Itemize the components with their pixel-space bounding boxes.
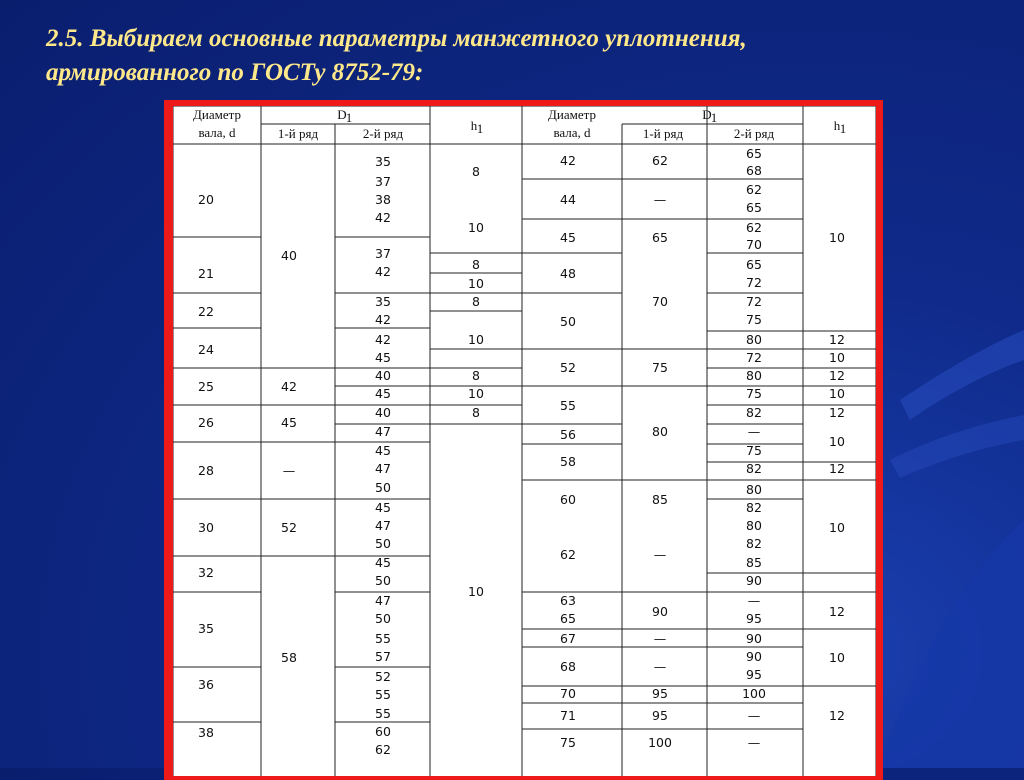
cell-right-r2: 75 <box>746 443 762 458</box>
cell-left-h: 8 <box>472 257 480 272</box>
cell-right-r2: 62 <box>746 220 762 235</box>
cell-right-r2: 82 <box>746 536 762 551</box>
cell-right-r2: 65 <box>746 200 762 215</box>
cell-right-d: 48 <box>560 266 576 281</box>
cell-left-r1: 42 <box>281 379 297 394</box>
cell-right-d: 62 <box>560 547 576 562</box>
cell-left-r2: 57 <box>375 649 391 664</box>
cell-right-d: 68 <box>560 659 576 674</box>
cell-left-r2: 37 <box>375 174 391 189</box>
cell-right-r1: 90 <box>652 604 668 619</box>
cell-left-r2: 50 <box>375 480 391 495</box>
cell-right-r1: 95 <box>652 708 668 723</box>
cell-right-d: 42 <box>560 153 576 168</box>
header-d1-right: D <box>702 107 712 122</box>
cell-right-h: 12 <box>829 405 845 420</box>
cell-left-d: 32 <box>198 565 214 580</box>
cell-left-r1: 40 <box>281 248 297 263</box>
cell-left-r2: 45 <box>375 443 391 458</box>
cell-left-r2: 40 <box>375 368 391 383</box>
cell-left-r2: 42 <box>375 312 391 327</box>
cell-right-d: 70 <box>560 686 576 701</box>
cell-left-r2: 47 <box>375 593 391 608</box>
cell-left-h: 10 <box>468 276 484 291</box>
cell-left-h: 8 <box>472 164 480 179</box>
cell-right-h: 12 <box>829 332 845 347</box>
cell-right-r2: 72 <box>746 350 762 365</box>
cell-right-h: 10 <box>829 434 845 449</box>
cell-right-d: 52 <box>560 360 576 375</box>
header-h-sub-right: 1 <box>839 121 847 136</box>
cell-left-d: 20 <box>198 192 214 207</box>
cell-left-h: 10 <box>468 386 484 401</box>
cell-left-d: 25 <box>198 379 214 394</box>
cell-left-r2: 55 <box>375 706 391 721</box>
cell-right-r1: 62 <box>652 153 668 168</box>
header-shaft-right: вала, d <box>553 125 591 140</box>
cell-right-r1: 80 <box>652 424 668 439</box>
cell-right-d: 65 <box>560 611 576 626</box>
header-d1-sub-right: 1 <box>710 110 718 125</box>
cell-right-r2: 100 <box>742 686 766 701</box>
cell-right-h: 12 <box>829 461 845 476</box>
cell-right-r2: 65 <box>746 146 762 161</box>
cell-left-r2: 35 <box>375 294 391 309</box>
header-h-sub: 1 <box>476 121 484 136</box>
cell-left-d: 22 <box>198 304 214 319</box>
cell-right-r1: — <box>653 192 667 207</box>
cell-right-r2: 75 <box>746 312 762 327</box>
cell-right-r1: 70 <box>652 294 668 309</box>
cell-left-r2: 47 <box>375 424 391 439</box>
cell-right-h: 10 <box>829 230 845 245</box>
cell-left-h: 8 <box>472 405 480 420</box>
cell-left-h: 10 <box>468 332 484 347</box>
cell-right-h: 10 <box>829 386 845 401</box>
cell-right-r2: 95 <box>746 667 762 682</box>
cell-left-d: 38 <box>198 725 214 740</box>
header-d1-sub: 1 <box>345 110 353 125</box>
cell-right-r1: 100 <box>648 735 672 750</box>
cell-right-r2: 85 <box>746 555 762 570</box>
cell-left-r2: 42 <box>375 210 391 225</box>
cell-right-h: 10 <box>829 520 845 535</box>
cell-left-r1: — <box>282 463 296 478</box>
header-row1: 1-й ряд <box>277 126 319 141</box>
cell-right-d: 71 <box>560 708 576 723</box>
cell-right-r2: — <box>747 735 761 750</box>
header-d1: D <box>337 107 347 122</box>
header-diameter-right: Диаметр <box>548 107 596 122</box>
header-row2: 2-й ряд <box>362 126 404 141</box>
table-text <box>193 107 846 757</box>
header-h-right: h <box>833 118 841 133</box>
cell-left-r2: 40 <box>375 405 391 420</box>
cell-left-r2: 45 <box>375 500 391 515</box>
cell-right-r2: — <box>747 593 761 608</box>
cell-left-r2: 50 <box>375 611 391 626</box>
cell-left-r2: 37 <box>375 246 391 261</box>
cell-right-r2: — <box>747 424 761 439</box>
cell-right-h: 10 <box>829 350 845 365</box>
cell-left-r2: 35 <box>375 154 391 169</box>
cell-left-r1: 45 <box>281 415 297 430</box>
header-row1-right: 1-й ряд <box>642 126 684 141</box>
cell-left-r1: 52 <box>281 520 297 535</box>
cell-left-r2: 38 <box>375 192 391 207</box>
header-h: h <box>470 118 478 133</box>
gost-table-grid <box>173 106 876 776</box>
header-shaft: вала, d <box>198 125 236 140</box>
cell-right-r1: 75 <box>652 360 668 375</box>
cell-right-r2: 70 <box>746 237 762 252</box>
cell-left-r2: 52 <box>375 669 391 684</box>
cell-right-h: 10 <box>829 650 845 665</box>
cell-right-r2: 80 <box>746 518 762 533</box>
table-grid-lines <box>173 106 876 776</box>
cell-right-d: 60 <box>560 492 576 507</box>
cell-left-r2: 42 <box>375 332 391 347</box>
cell-right-d: 55 <box>560 398 576 413</box>
cell-left-r2: 55 <box>375 687 391 702</box>
cell-left-d: 26 <box>198 415 214 430</box>
cell-right-r2: 80 <box>746 332 762 347</box>
cell-right-r2: 90 <box>746 649 762 664</box>
cell-left-r2: 55 <box>375 631 391 646</box>
cell-right-r1: — <box>653 631 667 646</box>
cell-left-d: 21 <box>198 266 214 281</box>
cell-right-h: 12 <box>829 604 845 619</box>
cell-right-r2: 62 <box>746 182 762 197</box>
cell-right-d: 67 <box>560 631 576 646</box>
cell-right-r2: 80 <box>746 368 762 383</box>
cell-left-d: 30 <box>198 520 214 535</box>
cell-left-d: 28 <box>198 463 214 478</box>
cell-right-r1: 65 <box>652 230 668 245</box>
cell-right-r2: 72 <box>746 275 762 290</box>
cell-right-d: 75 <box>560 735 576 750</box>
slide-title-line1: 2.5. Выбираем основные параметры манжетного уплотнения, <box>46 25 747 52</box>
cell-right-r2: 72 <box>746 294 762 309</box>
cell-left-h: 8 <box>472 294 480 309</box>
cell-right-h: 12 <box>829 368 845 383</box>
header-row2-right: 2-й ряд <box>733 126 775 141</box>
header-diameter: Диаметр <box>193 107 241 122</box>
cell-right-r2: 90 <box>746 573 762 588</box>
gost-table <box>173 106 876 776</box>
cell-right-r2: 65 <box>746 257 762 272</box>
cell-left-d: 36 <box>198 677 214 692</box>
cell-left-r2: 47 <box>375 461 391 476</box>
cell-left-r2: 50 <box>375 573 391 588</box>
cell-right-r1: — <box>653 547 667 562</box>
cell-left-r2: 47 <box>375 518 391 533</box>
cell-left-h: 8 <box>472 368 480 383</box>
cell-right-h: 12 <box>829 708 845 723</box>
cell-right-d: 63 <box>560 593 576 608</box>
cell-right-r2: 82 <box>746 405 762 420</box>
cell-right-d: 44 <box>560 192 576 207</box>
cell-right-r1: 95 <box>652 686 668 701</box>
cell-right-r2: 82 <box>746 461 762 476</box>
cell-left-r2: 45 <box>375 350 391 365</box>
cell-right-r2: 82 <box>746 500 762 515</box>
cell-left-h: 10 <box>468 220 484 235</box>
cell-left-h: 10 <box>468 584 484 599</box>
cell-left-d: 24 <box>198 342 214 357</box>
cell-right-r2: 95 <box>746 611 762 626</box>
cell-left-r1: 58 <box>281 650 297 665</box>
cell-right-r2: — <box>747 708 761 723</box>
cell-right-d: 45 <box>560 230 576 245</box>
cell-left-d: 35 <box>198 621 214 636</box>
cell-left-r2: 42 <box>375 264 391 279</box>
slide-title-line2: армированного по ГОСТу 8752-79: <box>46 59 424 86</box>
cell-right-r2: 75 <box>746 386 762 401</box>
cell-left-r2: 60 <box>375 724 391 739</box>
slide-title <box>46 22 978 90</box>
cell-left-r2: 62 <box>375 742 391 757</box>
cell-right-d: 56 <box>560 427 576 442</box>
cell-left-r2: 50 <box>375 536 391 551</box>
cell-right-r1: 85 <box>652 492 668 507</box>
cell-right-r2: 68 <box>746 163 762 178</box>
cell-right-r2: 90 <box>746 631 762 646</box>
cell-right-d: 50 <box>560 314 576 329</box>
cell-right-d: 58 <box>560 454 576 469</box>
cell-right-r2: 80 <box>746 482 762 497</box>
cell-left-r2: 45 <box>375 386 391 401</box>
cell-right-r1: — <box>653 659 667 674</box>
cell-left-r2: 45 <box>375 555 391 570</box>
